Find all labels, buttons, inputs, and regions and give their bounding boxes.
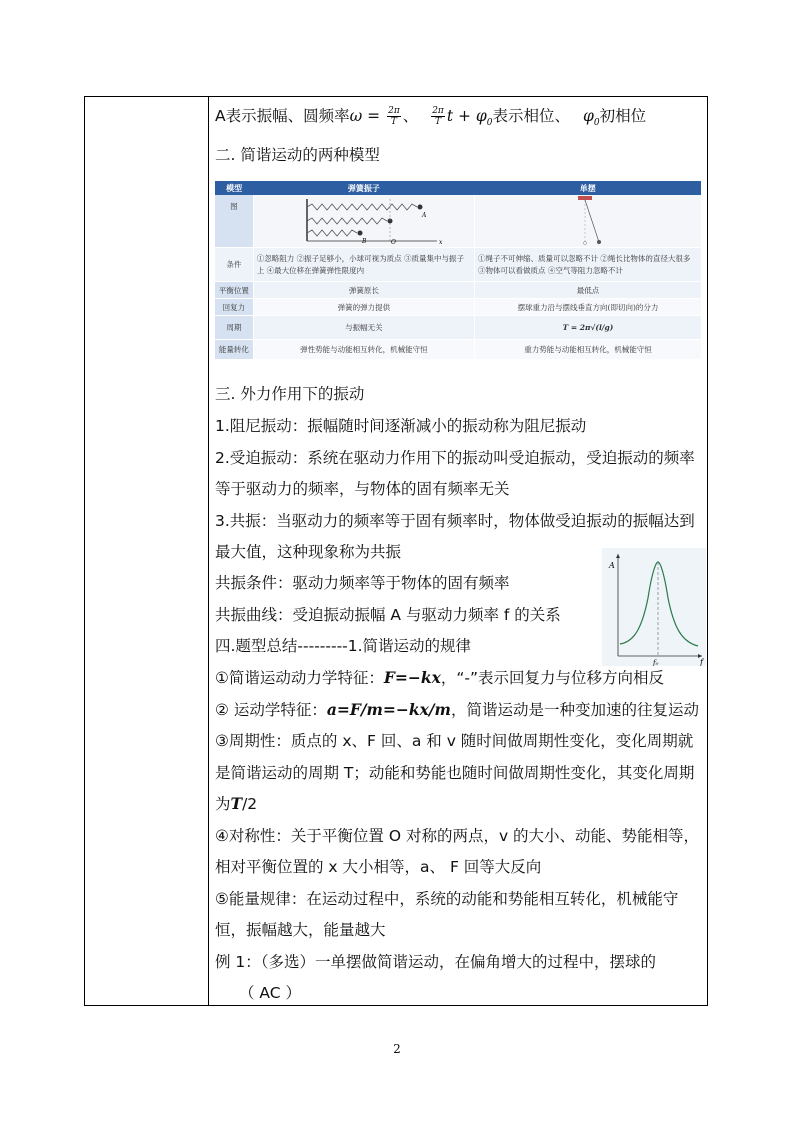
example-1: 例 1：（多选）一单摆做简谐运动，在偏角增大的过程中，摆球的 — [215, 953, 657, 971]
row-label-conditions: 条件 — [215, 248, 253, 282]
label-A: A — [421, 212, 427, 219]
model-comparison-table — [215, 181, 701, 360]
page-number: 2 — [393, 1042, 401, 1056]
row-label-figure: 图 — [215, 195, 253, 248]
table-row-energy — [215, 340, 701, 360]
frac-num: 2π — [388, 106, 400, 116]
para-damped: 1.阻尼振动：振幅随时间逐渐减小的振动称为阻尼振动 — [215, 417, 587, 435]
label-O: O — [390, 239, 396, 245]
para-symmetry-1: ④对称性：关于平衡位置 O 对称的两点，v 的大小、动能、势能相等， — [215, 827, 700, 845]
row-label-equilibrium: 平衡位置 — [215, 282, 253, 299]
table-row-equilibrium — [215, 282, 701, 299]
fraction-2pi-T-phase — [431, 106, 445, 127]
phi0-sub: 0 — [593, 118, 600, 129]
text-phase: 表示相位、 — [492, 107, 571, 125]
frac-den: T — [390, 117, 397, 127]
text-sep: 、 — [402, 107, 419, 125]
cell-spring-restoring: 弹簧的弹力提供 — [253, 299, 474, 316]
para-resonance-1: 3.共振：当驱动力的频率等于固有频率时，物体做受迫振动的振幅达到 — [215, 512, 695, 530]
para-resonance-curve: 共振曲线：受迫振动振幅 A 与驱动力频率 f 的关系 — [215, 606, 561, 624]
frac-den-2: T — [435, 117, 442, 127]
omega-symbol: ω = — [349, 107, 386, 125]
phase-sub: 0 — [486, 118, 493, 129]
phase-expr: t + φ — [446, 107, 487, 125]
table-header-row — [215, 181, 701, 195]
kin-eq: a=F/m=−kx/m — [326, 700, 451, 719]
section-3-heading: 三. 外力作用下的振动 — [215, 385, 365, 403]
phi0: φ — [582, 107, 594, 125]
th-spring: 弹簧振子 — [253, 181, 474, 195]
table-row-period — [215, 316, 701, 340]
table-row-restoring — [215, 299, 701, 316]
cell-pendulum-energy: 重力势能与动能相互转化，机械能守恒 — [475, 340, 702, 360]
period-T: T — [230, 794, 243, 813]
cell-pendulum-equilibrium: 最低点 — [475, 282, 702, 299]
graph-f0-label: f₀ — [653, 659, 659, 666]
row-label-energy: 能量转化 — [215, 340, 253, 360]
cell-pendulum-restoring: 摆球重力沿与摆线垂直方向(即切向)的分力 — [475, 299, 702, 316]
cell-spring-period: 与振幅无关 — [253, 316, 474, 340]
row-label-restoring: 回复力 — [215, 299, 253, 316]
para-dynamics — [215, 668, 664, 688]
kin-post: ，简谐运动是一种变加速的往复运动 — [450, 701, 699, 719]
para-symmetry-2: 相对平衡位置的 x 大小相等，a、 F 回等大反向 — [215, 858, 542, 876]
spring-figure-cell — [253, 195, 474, 248]
frac-num-2: 2π — [432, 106, 444, 116]
pendulum-figure-cell — [475, 195, 702, 248]
para-energy-1: ⑤能量规律：在运动过程中，系统的动能和势能相互转化，机械能守 — [215, 890, 679, 908]
th-model: 模型 — [215, 181, 253, 195]
th-pendulum: 单摆 — [475, 181, 702, 195]
para-energy-2: 恒，振幅越大，能量越大 — [215, 921, 386, 939]
label-x: x — [438, 239, 443, 245]
column-divider — [208, 97, 209, 1005]
cell-spring-energy: 弹性势能与动能相互转化，机械能守恒 — [253, 340, 474, 360]
para-resonance-cond: 共振条件：驱动力频率等于物体的固有频率 — [215, 574, 510, 592]
para-resonance-2: 最大值，这种现象称为共振 — [215, 543, 402, 561]
text-amplitude: A表示振幅、圆频率 — [215, 107, 350, 125]
example-1-answer: （ AC ） — [239, 984, 302, 1002]
cell-spring-equilibrium: 弹簧原长 — [253, 282, 474, 299]
period-pre: 为 — [215, 795, 231, 813]
dyn-eq: F=−kx — [383, 668, 441, 687]
cell-pendulum-conditions: ①绳子不可伸缩、质量可以忽略不计 ②绳长比物体的直径大很多 ③物体可以看做质点 ④空气等阻力忽略不计 — [475, 248, 702, 282]
simple-pendulum-figure — [478, 195, 698, 245]
para-period-2: 是简谐运动的周期 T；动能和势能也随时间做周期性变化，其变化周期 — [215, 764, 695, 782]
row-label-period: 周期 — [215, 316, 253, 340]
para-forced-2: 等于驱动力的频率，与物体的固有频率无关 — [215, 480, 510, 498]
section-2-heading: 二. 简谐运动的两种模型 — [215, 146, 380, 164]
table-row-figure — [215, 195, 701, 248]
dyn-post: ，“-”表示回复力与位移方向相反 — [440, 669, 665, 687]
graph-x-label: f — [700, 658, 703, 666]
graph-y-label: A — [609, 561, 615, 570]
para-period-3 — [215, 794, 257, 814]
para-forced-1: 2.受迫振动：系统在驱动力作用下的振动叫受迫振动，受迫振动的频率 — [215, 449, 695, 467]
cell-pendulum-period: T = 2π√(l/g) — [475, 316, 702, 340]
text-initial-phase: 初相位 — [599, 107, 647, 125]
para-kinematics — [215, 700, 699, 720]
period-post: /2 — [242, 795, 258, 813]
table-row-conditions — [215, 248, 701, 282]
resonance-curve-svg — [602, 548, 706, 666]
section-4-heading: 四.题型总结---------1.简谐运动的规律 — [215, 637, 472, 655]
label-B: B — [361, 238, 367, 245]
kin-pre: ② 运动学特征： — [215, 701, 327, 719]
dyn-pre: ①简谐运动动力学特征： — [215, 669, 384, 687]
cell-spring-conditions: ①忽略阻力 ②振子足够小，小球可视为质点 ③质量集中与振子上 ④最大位移在弹簧弹性限度内 — [253, 248, 474, 282]
para-period-1: ③周期性：质点的 x、F 回、a 和 v 随时间做周期性变化，变化周期就 — [215, 732, 694, 750]
line-amplitude — [215, 106, 646, 133]
resonance-curve-graph — [602, 548, 706, 666]
fraction-2pi-T — [387, 106, 401, 127]
spring-oscillator-figure — [257, 195, 467, 245]
